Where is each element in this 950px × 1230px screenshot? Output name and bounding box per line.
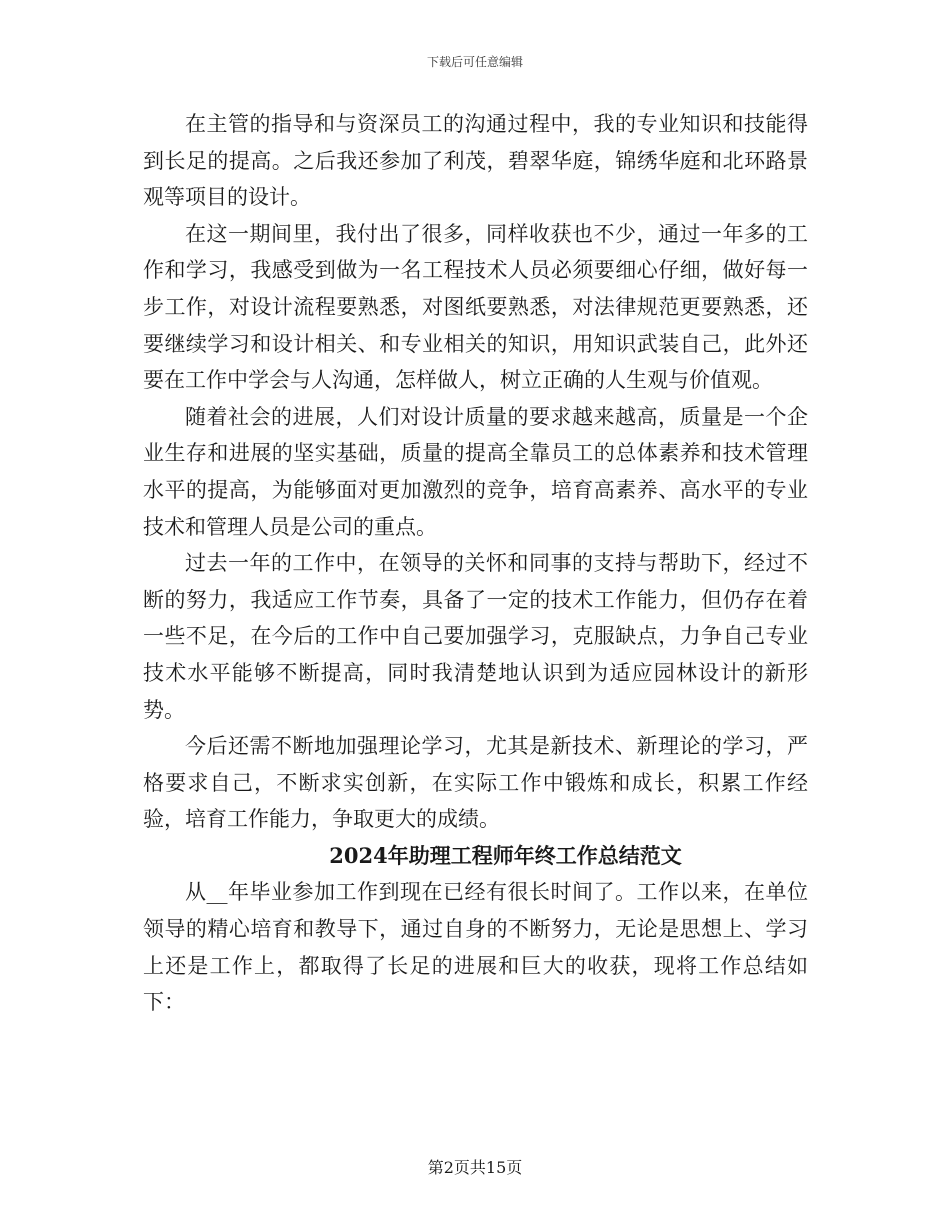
paragraph-5: 今后还需不断地加强理论学习，尤其是新技术、新理论的学习，严格要求自己，不断求实创新，在实际工作中锻炼和成长，积累工作经验，培育工作能力，争取更大的成绩。 bbox=[143, 734, 808, 832]
paragraph-1: 在主管的指导和与资深员工的沟通过程中，我的专业知识和技能得到长足的提高。之后我还参加了利茂，碧翠华庭，锦绣华庭和北环路景观等项目的设计。 bbox=[143, 112, 808, 210]
paragraph-2: 在这一期间里，我付出了很多，同样收获也不少，通过一年多的工作和学习，我感受到做为一名工程技术人员必须要细心仔细，做好每一步工作，对设计流程要熟悉，对图纸要熟悉，对法律规范更要熟悉，还要继续学习和设计相关、和专业相关的知识，用知识武装自己，此外还要在工作中学会与人沟通，怎样做人，树立正确的人生观与价值观。 bbox=[143, 221, 808, 393]
paragraph-3: 随着社会的进展，人们对设计质量的要求越来越高，质量是一个企业生存和进展的坚实基础，质量的提高全靠员工的总体素养和技术管理水平的提高，为能够面对更加激烈的竞争，培育高素养、高水平的专业技术和管理人员是公司的重点。 bbox=[143, 404, 808, 539]
paragraph-4: 过去一年的工作中，在领导的关怀和同事的支持与帮助下，经过不断的努力，我适应工作节奏，具备了一定的技术工作能力，但仍存在着一些不足，在今后的工作中自己要加强学习，克服缺点，力争自己专业技术水平能够不断提高，同时我清楚地认识到为适应园林设计的新形势。 bbox=[143, 551, 808, 722]
section-paragraph: 从__年毕业参加工作到现在已经有很长时间了。工作以来，在单位领导的精心培育和教导下，通过自身的不断努力，无论是思想上、学习上还是工作上，都取得了长足的进展和巨大的收获，现将工作总结如下： bbox=[143, 880, 808, 1015]
page-number: 第2页共15页 bbox=[427, 1158, 523, 1177]
header-note: 下载后可任意编辑 bbox=[426, 55, 523, 69]
section-title: 2024年助理工程师年终工作总结范文 bbox=[329, 842, 682, 868]
document-body bbox=[143, 106, 808, 1021]
